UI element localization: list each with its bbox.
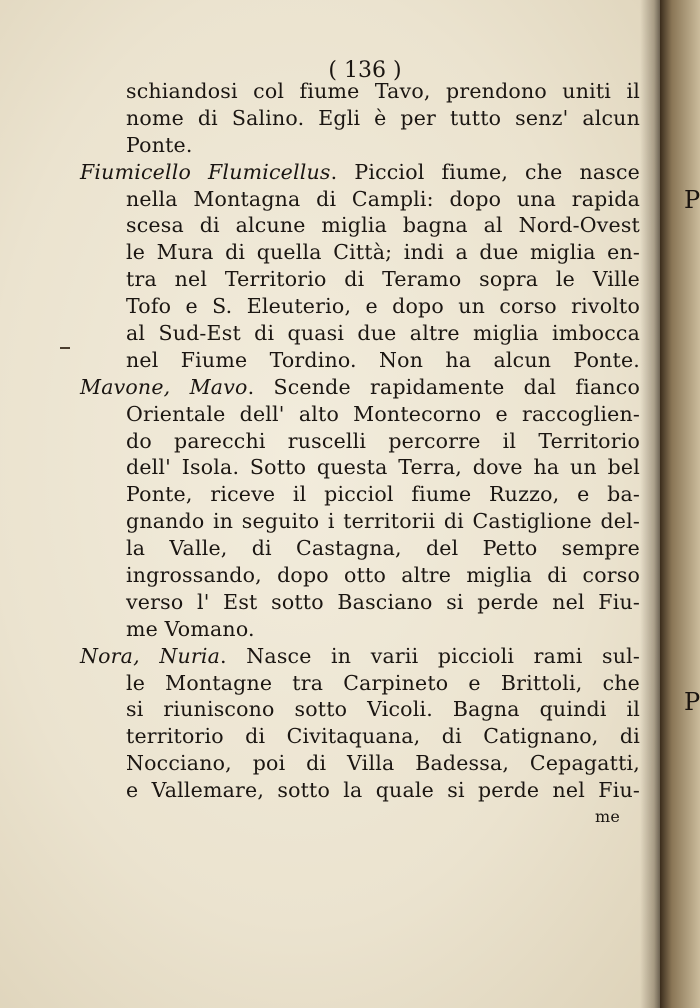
text-line [80,670,640,697]
facing-page-letter: P [684,186,700,214]
catchword: me [594,807,620,827]
text-line [80,132,640,159]
line-text: nome di Salino. Egli è per tutto senz' alcun [126,105,640,130]
page-number: ( 136 ) [328,58,402,83]
line-text: . Scende rapidamente dal fianco [247,374,640,399]
line-text: si riuniscono sotto Vicoli. Bagna quindi il [126,697,640,722]
entry-first-line [80,159,640,186]
line-text: le Mura di quella Città; indi a due miglia en- [126,240,640,265]
line-text: tra nel Territorio di Teramo sopra le Ville [126,267,640,292]
text-line [80,696,640,723]
line-text: . Nasce in varii piccioli rami sul- [220,643,640,668]
text-line [80,428,640,455]
line-text: le Montagne tra Carpineto e Brittoli, che [126,670,640,695]
line-text: . Picciol fiume, che nasce [330,159,640,184]
line-text: al Sud-Est di quasi due altre miglia imbocca [126,321,640,346]
line-text: Orientale dell' alto Montecorno e raccoglien- [126,401,640,426]
text-line [80,239,640,266]
text-line [80,320,640,347]
text-line [80,293,640,320]
line-text: nella Montagna di Campli: dopo una rapida [126,186,640,211]
text-line [80,616,640,643]
line-text: scesa di alcune miglia bagna al Nord-Ovest [126,213,640,238]
page-gutter-shadow [640,0,660,1008]
text-line [80,589,640,616]
line-text: me Vomano. [126,616,255,641]
text-line [80,105,640,132]
text-line [80,212,640,239]
line-text: ingrossando, dopo otto altre miglia di corso [126,563,640,588]
entry-first-line [80,374,640,401]
line-text: verso l' Est sotto Basciano si perde nel Fiu- [126,589,640,614]
text-line [80,750,640,777]
line-text: gnando in seguito i territorii di Castiglione del- [126,509,640,534]
text-line [80,186,640,213]
margin-dash [60,347,70,349]
line-text: Nocciano, poi di Villa Badessa, Cepagatti, [126,751,640,776]
line-text: Tofo e S. Eleuterio, e dopo un corso rivolto [126,294,640,319]
text-line [80,562,640,589]
text-line [80,454,640,481]
entry-headword: Fiumicello Flumicellus [80,159,331,184]
text-line [80,777,640,804]
text-line [80,78,640,105]
line-text: territorio di Civitaquana, di Catignano, di [126,724,640,749]
line-text: nel Fiume Tordino. Non ha alcun Ponte. [126,347,640,372]
text-line [80,401,640,428]
text-line [80,347,640,374]
entry-headword: Nora, Nuria [80,643,221,668]
text-line [80,266,640,293]
text-line [80,481,640,508]
line-text: do parecchi ruscelli percorre il Territorio [126,428,640,453]
line-text: Ponte. [126,132,193,157]
facing-page-letter: P [684,688,700,716]
entry-headword: Mavone, Mavo [80,374,248,399]
line-text: schiandosi col fiume Tavo, prendono uniti il [126,79,640,103]
text-line [80,723,640,750]
line-text: Ponte, riceve il picciol fiume Ruzzo, e ba- [126,482,640,507]
facing-page-edge [660,0,700,1008]
line-text: e Vallemare, sotto la quale si perde nel Fiu- [126,778,640,803]
entry-first-line [80,643,640,670]
line-text: la Valle, di Castagna, del Petto sempre [126,536,640,561]
text-line [80,508,640,535]
line-text: dell' Isola. Sotto questa Terra, dove ha un bel [126,455,640,480]
text-line [80,535,640,562]
page-body-text [80,78,640,831]
